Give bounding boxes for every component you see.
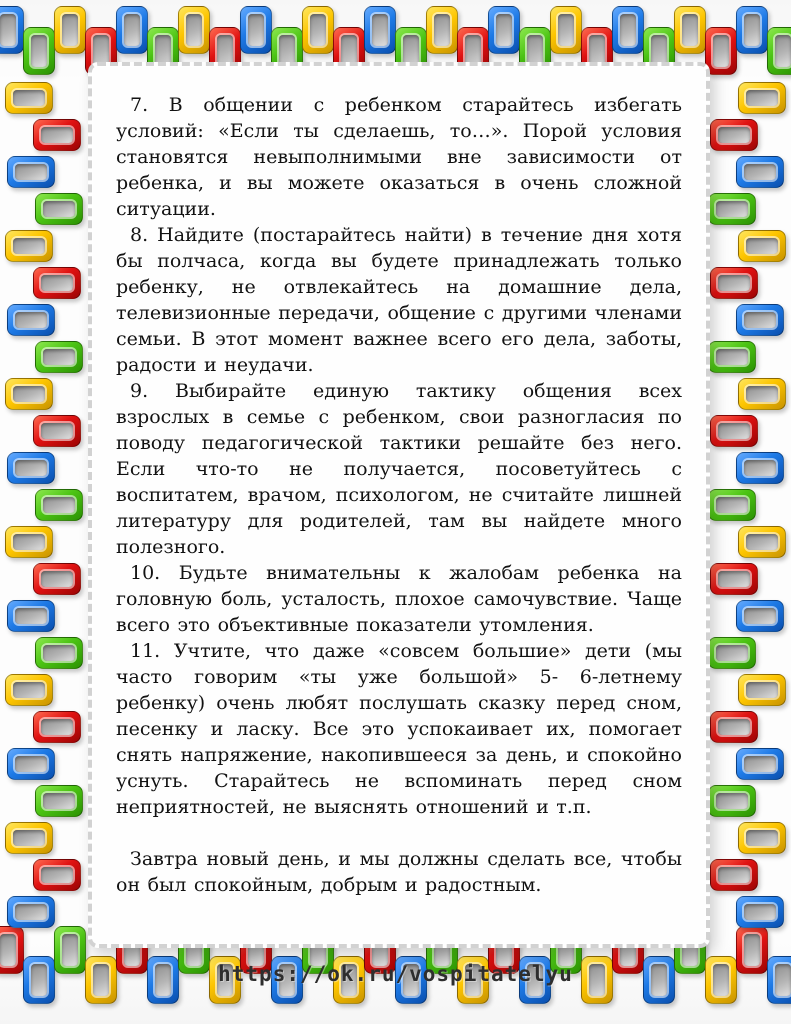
toy-block-hole — [718, 867, 750, 883]
toy-block-red — [710, 415, 758, 447]
toy-block-blue — [364, 6, 396, 54]
toy-block-hole — [434, 14, 450, 46]
paragraph: 11. Учтите, что даже «совсем большие» дети (мы часто говорим «ты уже большой» 5- 6-летнему ребенку) очень любят послушать сказку перед сном, песенку и ласку. Все это успокаивает их, помогает снять напряжение, накопившееся за день, и спокойно уснуть. Старайтесь не вспоминать перед сном неприятностей, не выяснять отношений и т.п. — [116, 640, 682, 818]
toy-block-hole — [41, 127, 73, 143]
paragraph: 7. В общении с ребенком старайтесь избегать условий: «Если ты сделаешь, то…». Порой условия становятся невыполнимыми вне зависимости от ребенка, и вы можете оказаться в очень сложной ситуации. — [116, 94, 682, 220]
toy-block-hole — [13, 682, 45, 698]
toy-block-green — [23, 27, 55, 75]
toy-block-red — [33, 119, 81, 151]
toy-block-yellow — [426, 6, 458, 54]
toy-block-red — [33, 711, 81, 743]
paragraph: 10. Будьте внимательны к жалобам ребенка на головную боль, усталость, плохое самочувствие. Чаще всего это объективные показатели утомления. — [116, 562, 682, 636]
toy-block-yellow — [302, 6, 334, 54]
toy-block-hole — [248, 14, 264, 46]
toy-block-hole — [62, 14, 78, 46]
toy-block-hole — [716, 201, 748, 217]
toy-block-hole — [718, 423, 750, 439]
toy-block-yellow — [5, 822, 53, 854]
toy-block-red — [710, 267, 758, 299]
toy-block-hole — [746, 682, 778, 698]
toy-block-blue — [7, 452, 55, 484]
toy-block-red — [710, 711, 758, 743]
toy-block-hole — [41, 719, 73, 735]
toy-block-blue — [7, 304, 55, 336]
toy-block-hole — [372, 14, 388, 46]
toy-block-green — [35, 489, 83, 521]
toy-block-green — [708, 785, 756, 817]
toy-block-green — [35, 637, 83, 669]
toy-block-hole — [775, 35, 791, 67]
toy-block-green — [35, 785, 83, 817]
toy-block-yellow — [5, 230, 53, 262]
toy-block-hole — [43, 349, 75, 365]
toy-block-hole — [43, 793, 75, 809]
toy-block-yellow — [738, 82, 786, 114]
toy-block-yellow — [5, 674, 53, 706]
toy-block-yellow — [5, 82, 53, 114]
toy-block-hole — [744, 460, 776, 476]
toy-block-hole — [41, 571, 73, 587]
toy-block-hole — [43, 497, 75, 513]
toy-block-hole — [620, 14, 636, 46]
toy-block-hole — [718, 275, 750, 291]
document-body — [116, 92, 682, 820]
toy-block-yellow — [738, 822, 786, 854]
toy-block-yellow — [5, 526, 53, 558]
toy-block-green — [35, 193, 83, 225]
paragraph: 9. Выбирайте единую тактику общения всех взрослых в семье с ребенком, свои разногласия по поводу педагогической тактики решайте без него. Если что-то не получается, посоветуйтесь с воспитатем, врачом, психологом, не считайте лишней литературу для родителей, там вы найдете много полезного. — [116, 380, 682, 558]
toy-block-hole — [746, 386, 778, 402]
toy-block-blue — [736, 452, 784, 484]
toy-block-hole — [746, 830, 778, 846]
toy-block-green — [708, 341, 756, 373]
toy-block-hole — [744, 608, 776, 624]
toy-block-hole — [713, 35, 729, 67]
footer-url: https://ok.ru/vospitatelyu — [218, 962, 573, 986]
toy-block-green — [708, 489, 756, 521]
toy-block-hole — [41, 275, 73, 291]
toy-block-hole — [13, 386, 45, 402]
toy-block-hole — [15, 460, 47, 476]
toy-block-blue — [736, 600, 784, 632]
toy-block-hole — [744, 904, 776, 920]
toy-block-yellow — [550, 6, 582, 54]
toy-block-blue — [736, 748, 784, 780]
toy-block-red — [710, 563, 758, 595]
toy-block-hole — [718, 719, 750, 735]
toy-block-hole — [15, 312, 47, 328]
text-panel — [88, 62, 710, 948]
toy-block-hole — [13, 534, 45, 550]
toy-block-green — [767, 27, 791, 75]
toy-block-hole — [43, 201, 75, 217]
toy-block-blue — [736, 896, 784, 928]
toy-block-red — [33, 563, 81, 595]
toy-block-hole — [15, 756, 47, 772]
toy-block-hole — [716, 349, 748, 365]
toy-block-blue — [0, 6, 24, 54]
toy-block-hole — [15, 904, 47, 920]
toy-block-hole — [13, 830, 45, 846]
toy-block-hole — [682, 14, 698, 46]
toy-block-blue — [7, 896, 55, 928]
toy-block-hole — [746, 90, 778, 106]
toy-block-red — [33, 415, 81, 447]
toy-block-hole — [718, 571, 750, 587]
toy-block-red — [33, 859, 81, 891]
toy-block-hole — [15, 164, 47, 180]
closing-paragraph: Завтра новый день, и мы должны сделать все, чтобы он был спокойным, добрым и радостным. — [116, 848, 682, 896]
toy-block-green — [708, 193, 756, 225]
toy-block-hole — [310, 14, 326, 46]
toy-block-hole — [43, 645, 75, 661]
toy-block-blue — [488, 6, 520, 54]
toy-block-hole — [746, 238, 778, 254]
toy-block-red — [710, 859, 758, 891]
toy-block-hole — [744, 756, 776, 772]
toy-block-hole — [0, 14, 16, 46]
toy-block-blue — [7, 600, 55, 632]
toy-block-hole — [744, 312, 776, 328]
toy-block-yellow — [738, 674, 786, 706]
toy-block-yellow — [5, 378, 53, 410]
toy-block-red — [33, 267, 81, 299]
toy-block-hole — [13, 238, 45, 254]
toy-block-blue — [736, 304, 784, 336]
toy-block-blue — [736, 156, 784, 188]
toy-block-blue — [240, 6, 272, 54]
toy-block-green — [35, 341, 83, 373]
toy-block-hole — [41, 423, 73, 439]
toy-block-hole — [186, 14, 202, 46]
toy-block-red — [705, 27, 737, 75]
toy-block-hole — [124, 14, 140, 46]
toy-block-hole — [558, 14, 574, 46]
toy-block-blue — [7, 748, 55, 780]
toy-block-red — [710, 119, 758, 151]
toy-block-hole — [716, 793, 748, 809]
toy-block-yellow — [178, 6, 210, 54]
toy-block-yellow — [738, 526, 786, 558]
toy-block-blue — [736, 6, 768, 54]
toy-block-yellow — [738, 230, 786, 262]
toy-block-hole — [41, 867, 73, 883]
toy-block-hole — [744, 164, 776, 180]
toy-block-hole — [744, 14, 760, 46]
toy-block-yellow — [674, 6, 706, 54]
toy-block-hole — [496, 14, 512, 46]
paragraph: 8. Найдите (постарайтесь найти) в течение дня хотя бы полчаса, когда вы будете принадлежать только ребенку, не отвлекайтесь на домашние дела, телевизионные передачи, общение с другими членами семьи. В этот момент важнее всего его дела, заботы, радости и неудачи. — [116, 224, 682, 376]
toy-block-blue — [7, 156, 55, 188]
toy-block-hole — [31, 35, 47, 67]
toy-block-blue — [116, 6, 148, 54]
toy-block-green — [708, 637, 756, 669]
toy-block-hole — [718, 127, 750, 143]
toy-block-hole — [746, 534, 778, 550]
toy-block-blue — [612, 6, 644, 54]
toy-block-yellow — [54, 6, 86, 54]
toy-block-hole — [15, 608, 47, 624]
toy-block-hole — [716, 497, 748, 513]
toy-block-hole — [13, 90, 45, 106]
toy-block-hole — [716, 645, 748, 661]
toy-block-yellow — [738, 378, 786, 410]
